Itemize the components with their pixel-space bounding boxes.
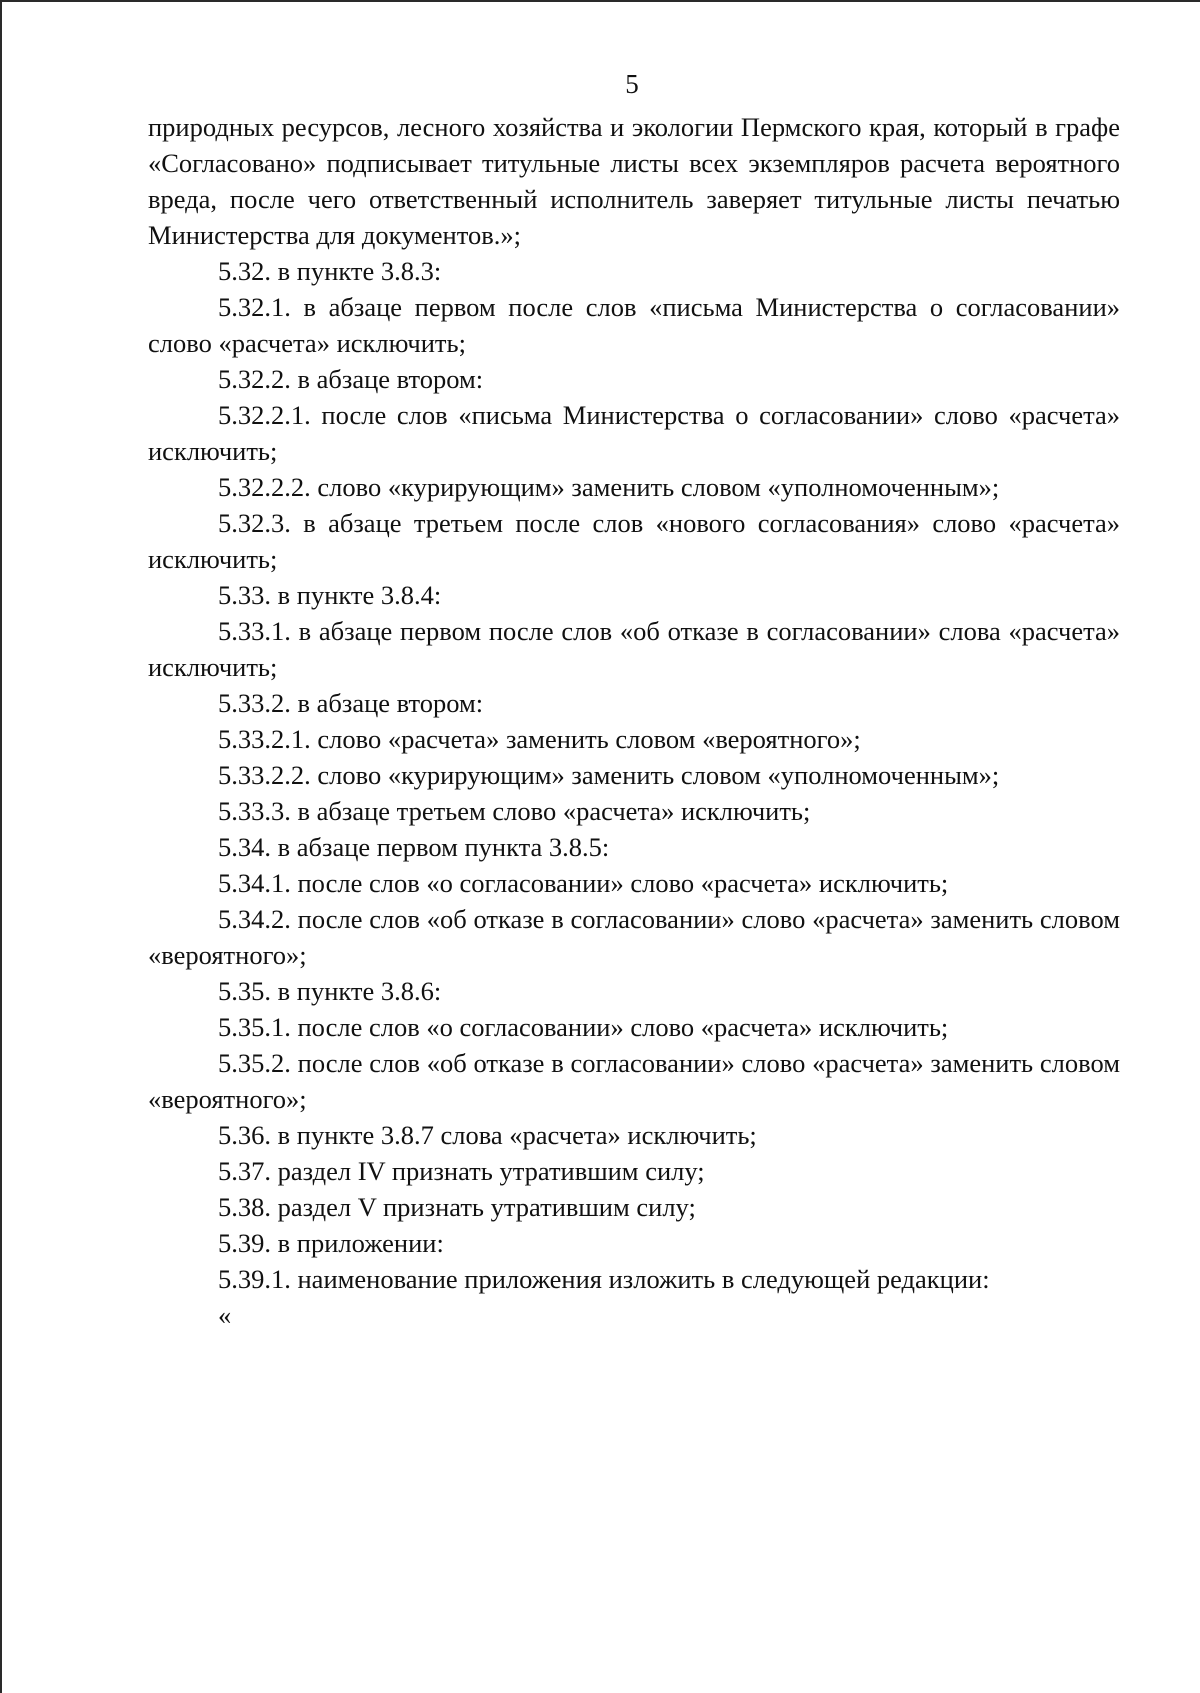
paragraph-item: 5.33.2.2. слово «курирующим» заменить словом «уполномоченным»; xyxy=(218,760,1000,790)
opening-quote-mark: « xyxy=(218,1300,232,1330)
paragraph-item: 5.32.2. в абзаце втором: xyxy=(218,364,484,394)
paragraph-item: 5.38. раздел V признать утратившим силу; xyxy=(218,1192,696,1222)
paragraph-item: 5.34. в абзаце первом пункта 3.8.5: xyxy=(218,832,610,862)
paragraph-item: 5.39.1. наименование приложения изложить в следующей редакции: xyxy=(218,1264,990,1294)
paragraph-item: 5.34.1. после слов «о согласовании» слово «расчета» исключить; xyxy=(218,868,949,898)
paragraph-item: 5.32.3. в абзаце третьем после слов «нового согласования» слово «расчета» исключить; xyxy=(148,508,1120,574)
paragraph-continuation: природных ресурсов, лесного хозяйства и экологии Пермского края, который в графе «Согласовано» подписывает титульные листы всех экземпляров расчета вероятного вреда, после чего ответственный исполнитель заверяет титульные листы печатью Министерства для документов.»; xyxy=(148,112,1120,250)
paragraph-item: 5.39. в приложении: xyxy=(218,1228,444,1258)
paragraph-item: 5.32. в пункте 3.8.3: xyxy=(218,256,442,286)
paragraph-item: 5.36. в пункте 3.8.7 слова «расчета» исключить; xyxy=(218,1120,757,1150)
paragraph-item: 5.37. раздел IV признать утратившим силу; xyxy=(218,1156,705,1186)
page-number: 5 xyxy=(625,69,639,99)
paragraph-item: 5.33. в пункте 3.8.4: xyxy=(218,580,442,610)
paragraph-item: 5.34.2. после слов «об отказе в согласовании» слово «расчета» заменить словом «вероятного»; xyxy=(148,904,1120,970)
paragraph-item: 5.32.2.1. после слов «письма Министерства о согласовании» слово «расчета» исключить; xyxy=(148,400,1120,466)
paragraph-item: 5.33.1. в абзаце первом после слов «об отказе в согласовании» слова «расчета» исключить; xyxy=(148,616,1120,682)
paragraph-item: 5.35. в пункте 3.8.6: xyxy=(218,976,442,1006)
paragraph-item: 5.33.3. в абзаце третьем слово «расчета» исключить; xyxy=(218,796,811,826)
paragraph-item: 5.35.2. после слов «об отказе в согласовании» слово «расчета» заменить словом «вероятного»; xyxy=(148,1048,1120,1114)
paragraph-item: 5.33.2.1. слово «расчета» заменить словом «вероятного»; xyxy=(218,724,861,754)
paragraph-item: 5.33.2. в абзаце втором: xyxy=(218,688,484,718)
paragraph-item: 5.35.1. после слов «о согласовании» слово «расчета» исключить; xyxy=(218,1012,949,1042)
paragraph-item: 5.32.1. в абзаце первом после слов «письма Министерства о согласовании» слово «расчета» исключить; xyxy=(148,292,1120,358)
paragraph-item: 5.32.2.2. слово «курирующим» заменить словом «уполномоченным»; xyxy=(218,472,1000,502)
document-body xyxy=(148,109,1120,1333)
